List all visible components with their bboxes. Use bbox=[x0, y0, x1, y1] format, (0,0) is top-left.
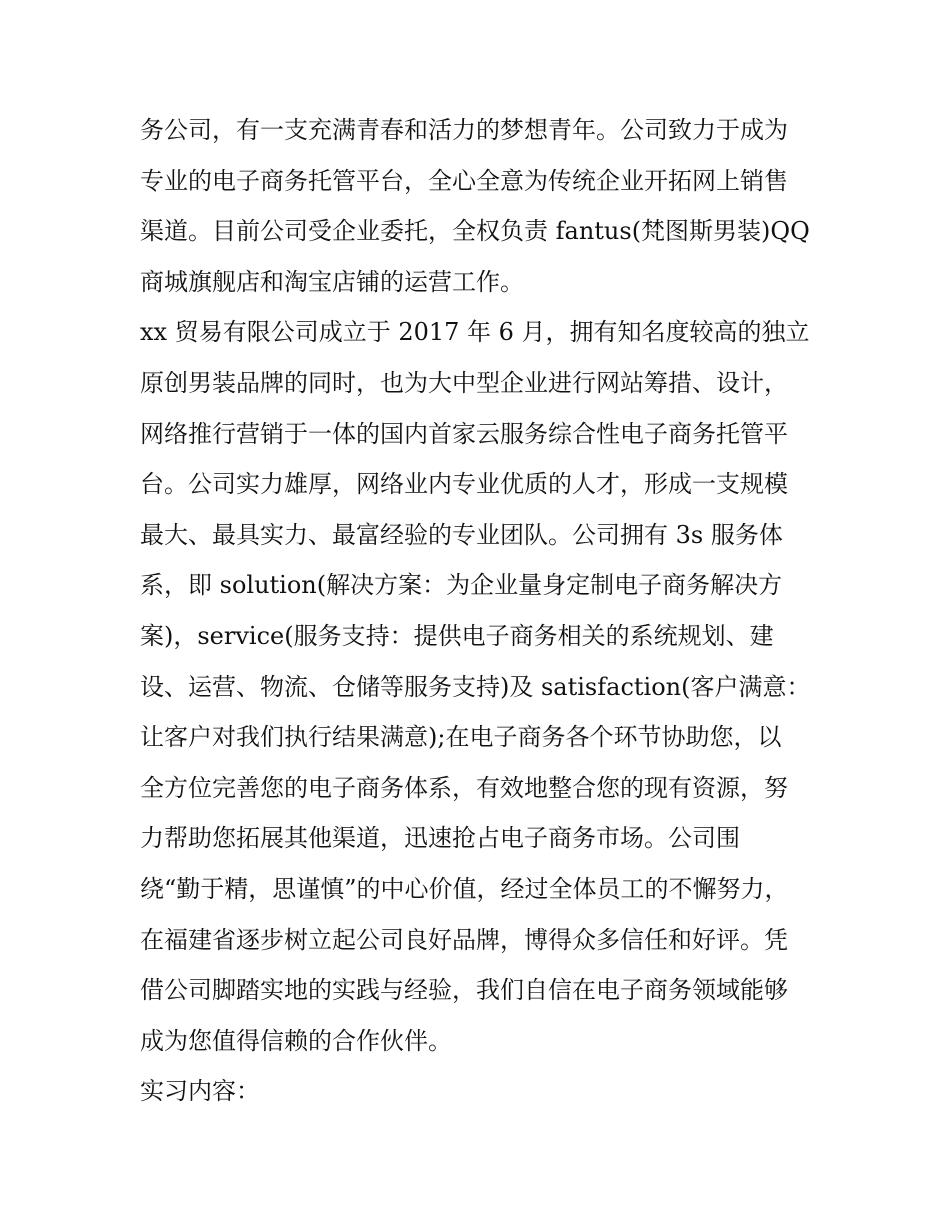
paragraph-company-intro-continued bbox=[140, 105, 818, 307]
text-line: 系，即 solution(解决方案：为企业量身定制电子商务解决方 bbox=[140, 571, 783, 600]
text-line: 渠道。目前公司受企业委托，全权负责 fantus(梵图斯男装)QQ bbox=[140, 217, 810, 246]
text-line: 设、运营、物流、仓储等服务支持)及 satisfaction(客户满意： bbox=[140, 672, 811, 701]
text-line: 原创男装品牌的同时，也为大中型企业进行网站筹措、设计， bbox=[140, 368, 788, 397]
section-heading-internship-content bbox=[140, 1066, 818, 1117]
text-line: 在福建省逐步树立起公司良好品牌，博得众多信任和好评。凭 bbox=[140, 925, 788, 954]
text-line: 全方位完善您的电子商务体系，有效地整合您的现有资源，努 bbox=[140, 773, 788, 802]
text-line: 成为您值得信赖的合作伙伴。 bbox=[140, 1026, 452, 1055]
text-line: 借公司脚踏实地的实践与经验，我们自信在电子商务领域能够 bbox=[140, 976, 788, 1005]
text-line: 绕“勤于精，思谨慎”的中心价值，经过全体员工的不懈努力， bbox=[140, 874, 789, 903]
text-line: 最大、最具实力、最富经验的专业团队。公司拥有 3s 服务体 bbox=[140, 520, 783, 549]
document-body bbox=[140, 105, 818, 1117]
text-line: 台。公司实力雄厚，网络业内专业优质的人才，形成一支规模 bbox=[140, 470, 788, 499]
text-line: 网络推行营销于一体的国内首家云服务综合性电子商务托管平 bbox=[140, 419, 788, 448]
text-line: 务公司，有一支充满青春和活力的梦想青年。公司致力于成为 bbox=[140, 116, 788, 144]
paragraph-company-profile bbox=[140, 307, 818, 1066]
text-line: 让客户对我们执行结果满意);在电子商务各个环节协助您，以 bbox=[140, 723, 782, 752]
text-line: xx 贸易有限公司成立于 2017 年 6 月，拥有知名度较高的独立 bbox=[140, 318, 810, 347]
text-line: 力帮助您拓展其他渠道，迅速抢占电子商务市场。公司围 bbox=[140, 824, 740, 853]
text-line: 专业的电子商务托管平台，全心全意为传统企业开拓网上销售 bbox=[140, 166, 788, 195]
text-line: 商城旗舰店和淘宝店铺的运营工作。 bbox=[140, 267, 524, 296]
text-line: 实习内容： bbox=[140, 1077, 260, 1106]
text-line: 案)，service(服务支持：提供电子商务相关的系统规划、建 bbox=[140, 621, 774, 650]
